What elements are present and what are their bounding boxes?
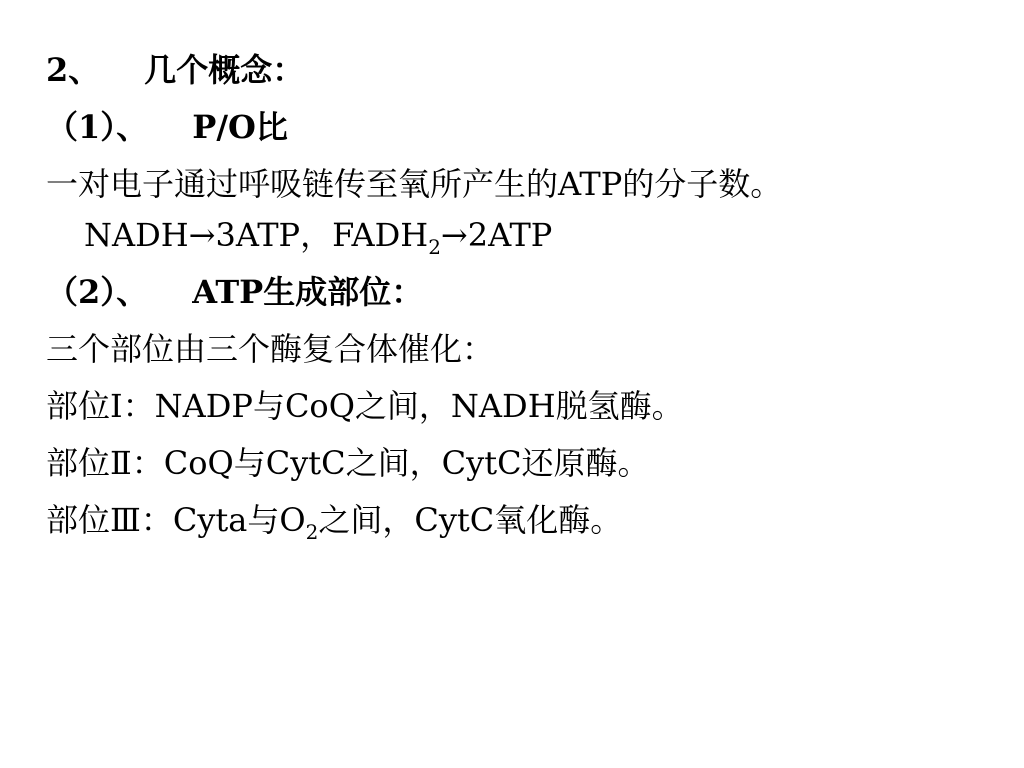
- po-definition: 一对电子通过呼吸链传至氧所产生的ATP的分子数。: [46, 165, 783, 203]
- po-values: [46, 207, 1006, 264]
- section2-heading: [46, 264, 1006, 321]
- slide-content: [46, 42, 1006, 549]
- section1-title: P/O比: [192, 108, 288, 146]
- po-values-result: →2ATP: [440, 216, 553, 254]
- section1-heading: [46, 99, 1006, 156]
- fadh-subscript: 2: [428, 235, 441, 259]
- heading-number: 2、: [46, 51, 101, 89]
- section2-title: ATP生成部位：: [192, 273, 424, 311]
- heading-line: [46, 42, 1006, 99]
- site3-before: 部位Ⅲ：Cyta与O: [46, 501, 306, 539]
- intro-text: 三个部位由三个酶复合体催化：: [46, 330, 495, 368]
- site3-text: [46, 492, 1006, 549]
- section2-number: （2）、: [46, 273, 149, 311]
- site1-text: 部位Ⅰ：NADP与CoQ之间，NADH脱氢酶。: [46, 387, 684, 425]
- site3-after: 之间，CytC氧化酶。: [318, 501, 623, 539]
- section1-number: （1）、: [46, 108, 149, 146]
- o2-subscript: 2: [305, 520, 319, 544]
- heading-title: 几个概念：: [144, 51, 305, 89]
- po-values-main: NADH→3ATP，FADH: [84, 216, 429, 254]
- site2-text: 部位Ⅱ：CoQ与CytC之间，CytC还原酶。: [46, 444, 650, 482]
